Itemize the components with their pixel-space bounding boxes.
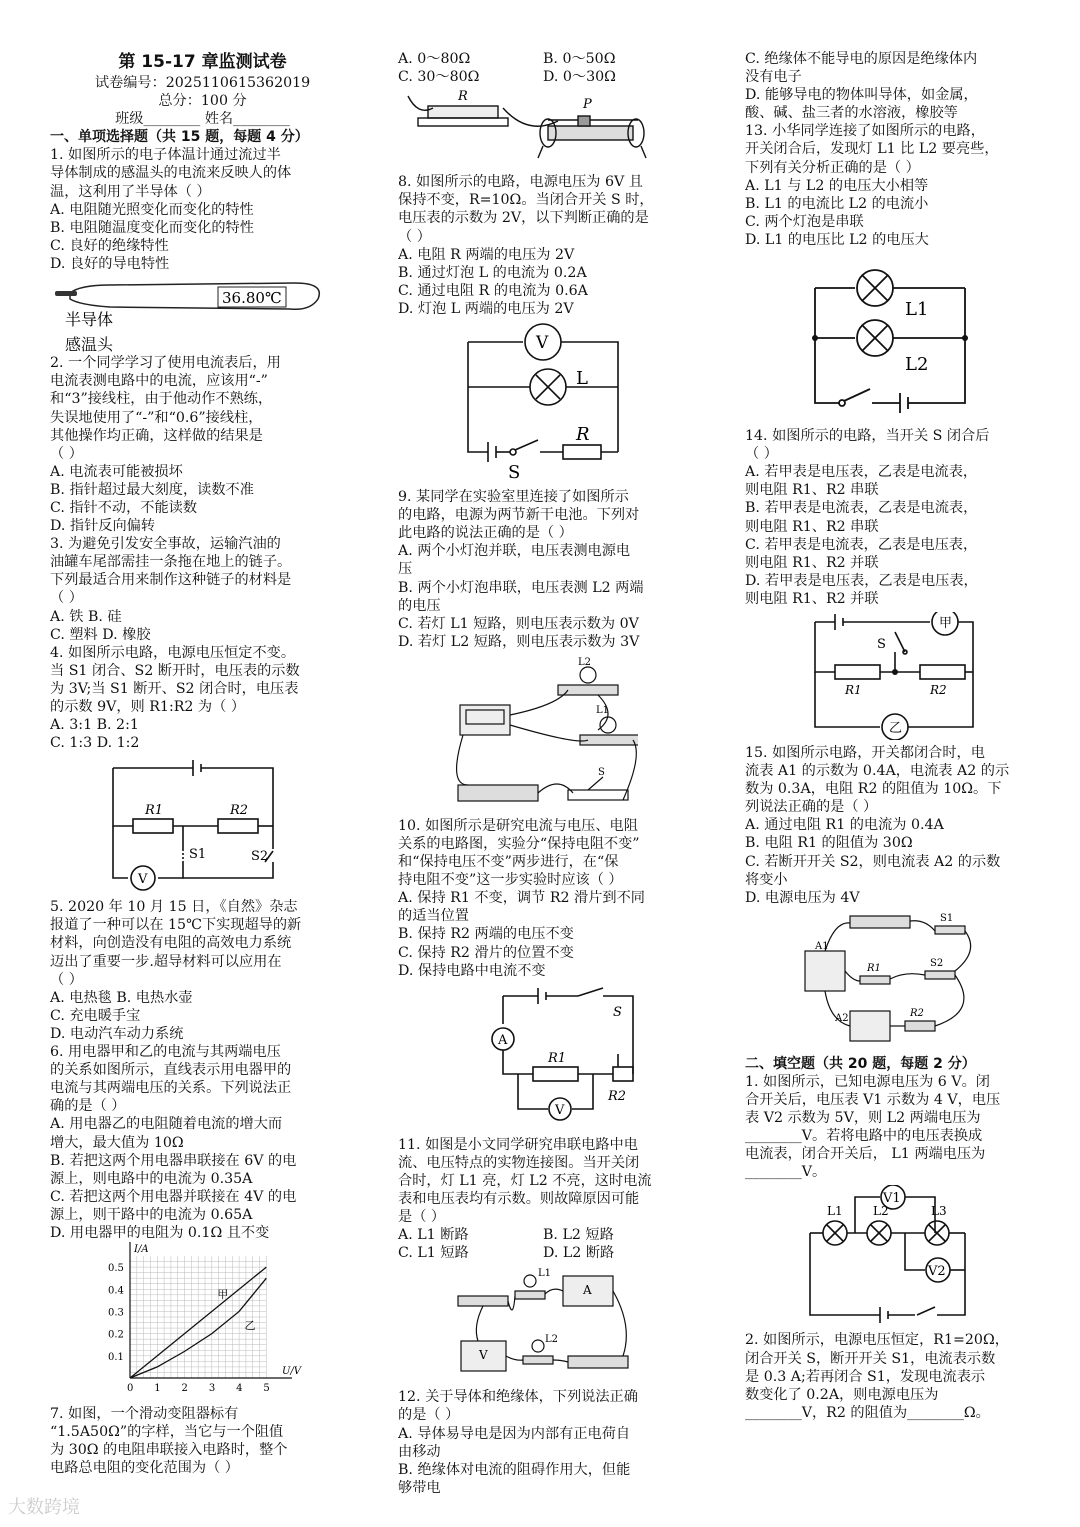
r1-label: R1 bbox=[144, 803, 163, 819]
questions-5-6 bbox=[50, 898, 355, 1242]
text-line: 则电阻 R1、R2 并联 bbox=[745, 590, 879, 607]
text-line: 12. 关于导体和绝缘体，下列说法正确 bbox=[398, 1389, 638, 1406]
voltmeter-label: V bbox=[137, 872, 147, 888]
text-line: ________V。若将电路中的电压表换成 bbox=[745, 1128, 983, 1145]
text-line: 确的是（ ） bbox=[50, 1098, 126, 1115]
option-a: A. 通过电阻 R1 的电流为 0.4A bbox=[745, 817, 944, 834]
q9-apparatus-figure bbox=[448, 655, 638, 813]
class-name-line: 班级________ 姓名________ bbox=[115, 111, 290, 128]
text-line: 将变小 bbox=[745, 871, 788, 888]
option-a: A. 0～80Ω bbox=[398, 51, 471, 67]
text-line: 表和电压表均有示数。则故障原因可能 bbox=[398, 1191, 640, 1207]
question-7 bbox=[50, 1405, 355, 1477]
text-line: 闭合开关 S，断开开关 S1，电流表示数 bbox=[745, 1350, 996, 1367]
text-line: 则电阻 R1、R2 并联 bbox=[745, 554, 879, 571]
text-line: 的电压 bbox=[398, 597, 441, 614]
option-b: B. L2 短路 bbox=[543, 1227, 614, 1244]
l1-label: L1 bbox=[905, 299, 929, 321]
s1-label: S1 bbox=[940, 912, 954, 924]
r2-label: R2 bbox=[608, 1088, 627, 1104]
text-line: 4. 如图所示电路，电源电压恒定不变。 bbox=[50, 644, 296, 661]
option-c: C. 充电暖手宝 bbox=[50, 1007, 141, 1024]
option-c: C. 两个灯泡是串联 bbox=[745, 213, 864, 230]
option-a: A. 电阻随光照变化而变化的特性 bbox=[50, 201, 254, 218]
l2-label: L2 bbox=[873, 1204, 889, 1219]
question-12-13 bbox=[745, 50, 1035, 249]
option-d: D. 良好的导电特性 bbox=[50, 255, 170, 272]
text-line: 13. 小华同学连接了如图所示的电路， bbox=[745, 123, 985, 140]
text-line: 合开关后，电压表 V1 示数为 4 V，电压 bbox=[745, 1092, 1001, 1108]
text-line: （ ） bbox=[50, 971, 83, 988]
q13-circuit-diagram bbox=[800, 253, 980, 423]
option-a: A. L1 与 L2 的电压大小相等 bbox=[745, 177, 929, 194]
question-8 bbox=[398, 173, 688, 318]
option-c: C. 通过电阻 R 的电流为 0.6A bbox=[398, 282, 588, 299]
option-c: C. 保持 R2 滑片的位置不变 bbox=[398, 944, 574, 961]
x-axis-label: U/V bbox=[282, 1366, 302, 1378]
text-line: 8. 如图所示的电路，电源电压为 6V 且 bbox=[398, 174, 643, 191]
series-label-1: 乙 bbox=[244, 1319, 256, 1333]
y-tick-label: 0.1 bbox=[108, 1351, 124, 1363]
paper-title: 第 15-17 章监测试卷 bbox=[118, 52, 287, 72]
switch-label: S bbox=[508, 462, 521, 484]
lamp-label: L bbox=[576, 368, 588, 390]
option-d: D. 0～30Ω bbox=[543, 69, 616, 86]
question-10 bbox=[398, 817, 688, 980]
option-a: A. L1 断路 bbox=[398, 1227, 469, 1244]
text-line: 7. 如图，一个滑动变阻器标有 bbox=[50, 1406, 239, 1423]
y-tick-label: 0.2 bbox=[108, 1329, 124, 1341]
q7-options-row-2 bbox=[398, 68, 688, 86]
column-1 bbox=[50, 50, 355, 1478]
text-line: 报道了一种可以在 15℃下实现超导的新 bbox=[50, 917, 302, 934]
option-c: C. L1 短路 bbox=[398, 1245, 469, 1262]
text-line: 够带电 bbox=[398, 1479, 441, 1496]
text-line: 电流表，闭合开关后， L1 两端电压为 bbox=[745, 1146, 986, 1163]
l2-label: L2 bbox=[905, 354, 929, 376]
text-line: 合时，灯 L1 亮，灯 L2 不亮，这时电流 bbox=[398, 1172, 652, 1189]
jia-meter-label: 甲 bbox=[939, 615, 953, 631]
text-line: 为 30Ω 的电阻串联接入电路时，整个 bbox=[50, 1442, 288, 1459]
option-b: B. L1 的电流比 L2 的电流小 bbox=[745, 195, 929, 212]
text-line: 则电阻 R1、R2 串联 bbox=[745, 482, 879, 499]
text-line: 为 3V;当 S1 断开、S2 闭合时，电压表 bbox=[50, 680, 299, 697]
text-line: 数为 0.3A，电阻 R2 的阻值为 10Ω。下 bbox=[745, 781, 1002, 798]
text-line: 流、电压特点的实物连接图。当开关闭 bbox=[398, 1154, 640, 1171]
l2-label: L2 bbox=[545, 1334, 559, 1346]
x-tick-label: 3 bbox=[208, 1383, 216, 1395]
r1-label: R1 bbox=[548, 1050, 567, 1066]
q11-options-row-1 bbox=[398, 1226, 688, 1244]
option-d: D. 指针反向偏转 bbox=[50, 518, 156, 535]
text-line: 油罐车尾部需挂一条拖在地上的链子。 bbox=[50, 554, 292, 571]
option-a: A. 若甲表是电压表，乙表是电流表， bbox=[745, 464, 978, 481]
option-a: A. 电阻 R 两端的电压为 2V bbox=[398, 246, 575, 263]
option-a: A. 保持 R1 不变，调节 R2 滑片到不同 bbox=[398, 890, 645, 907]
s-label: S bbox=[598, 766, 605, 778]
p-label: P bbox=[583, 97, 592, 113]
option-d: D. 若灯 L2 短路，则电压表示数为 3V bbox=[398, 633, 640, 650]
option-a: A. 两个小灯泡并联，电压表测电源电 bbox=[398, 543, 631, 560]
option-d: D. 电源电压为 4V bbox=[745, 889, 860, 906]
question-15 bbox=[745, 744, 1035, 907]
voltmeter-label: V bbox=[479, 1348, 488, 1363]
r2-label: R2 bbox=[229, 803, 248, 819]
text-line: 压 bbox=[398, 561, 413, 578]
option-c: C. 绝缘体不能导电的原因是绝缘体内 bbox=[745, 51, 978, 67]
option-cd: C. 塑料 D. 橡胶 bbox=[50, 626, 151, 643]
column-2 bbox=[398, 50, 688, 1497]
s-label: S bbox=[613, 1004, 622, 1020]
text-line: 的电路，电源为两节新干电池。下列对 bbox=[398, 507, 640, 524]
q14-circuit-diagram bbox=[795, 612, 985, 740]
l2-label: L2 bbox=[578, 656, 592, 668]
y-tick-label: 0.5 bbox=[108, 1263, 124, 1275]
fill-question-1 bbox=[745, 1073, 1035, 1182]
question-14 bbox=[745, 427, 1035, 608]
text-line: 的是（ ） bbox=[398, 1407, 460, 1424]
text-line: （ ） bbox=[398, 228, 431, 245]
option-ab: A. 电热毯 B. 电热水壶 bbox=[50, 989, 193, 1006]
l3-label: L3 bbox=[931, 1204, 947, 1219]
y-tick-label: 0.4 bbox=[108, 1285, 124, 1297]
text-line: 2. 如图所示，电源电压恒定，R1=20Ω， bbox=[745, 1332, 1009, 1349]
text-line: 电流表测电路中的电流，应该用“-” bbox=[50, 373, 268, 390]
text-line: 电流与其两端电压的关系。下列说法正 bbox=[50, 1080, 292, 1097]
option-c: C. 30～80Ω bbox=[398, 69, 480, 86]
option-d: D. L1 的电压比 L2 的电压大 bbox=[745, 231, 929, 248]
q8-circuit-diagram bbox=[448, 322, 638, 484]
text-line: ________V。 bbox=[745, 1164, 827, 1181]
option-d: D. 灯泡 L 两端的电压为 2V bbox=[398, 300, 574, 317]
r1-label: R1 bbox=[845, 682, 862, 697]
text-line: 2. 一个同学学习了使用电流表后，用 bbox=[50, 355, 281, 372]
text-line: 失误地使用了“-”和“0.6”接线柱， bbox=[50, 409, 263, 426]
option-c: C. 良好的绝缘特性 bbox=[50, 237, 169, 254]
text-line: 和“保持电压不变”两步进行，在“保 bbox=[398, 854, 619, 871]
option-cd: C. 1:3 D. 1:2 bbox=[50, 735, 140, 752]
option-d: D. 若甲表是电压表，乙表是电压表， bbox=[745, 572, 978, 589]
question-12 bbox=[398, 1388, 688, 1497]
s-label: S bbox=[877, 636, 886, 652]
text-line: 此电路的说法正确的是（ ） bbox=[398, 525, 573, 542]
text-line: 3. 为避免引发安全事故，运输汽油的 bbox=[50, 536, 281, 553]
text-line: 6. 用电器甲和乙的电流与其两端电压 bbox=[50, 1044, 281, 1061]
text-line: 没有电子 bbox=[745, 69, 802, 86]
text-line: 的适当位置 bbox=[398, 908, 469, 925]
v2-label: V2 bbox=[928, 1264, 946, 1280]
option-b: B. 绝缘体对电流的阻碍作用大，但能 bbox=[398, 1461, 631, 1478]
text-line: 关系的电路图，实验分“保持电阻不变” bbox=[398, 835, 640, 852]
paper-number: 试卷编号：2025110615362019 bbox=[94, 75, 311, 91]
text-line: 由移动 bbox=[398, 1443, 441, 1460]
x-tick-label: 5 bbox=[263, 1383, 270, 1395]
text-line: ________V，R2 的阻值为________Ω。 bbox=[745, 1404, 990, 1421]
text-line: 保持不变，R=10Ω。当闭合开关 S 时， bbox=[398, 192, 654, 209]
text-line: 增大，最大值为 10Ω bbox=[50, 1134, 184, 1151]
text-line: 11. 如图是小文同学研究串联电路中电 bbox=[398, 1136, 638, 1153]
s2-label: S2 bbox=[930, 957, 944, 969]
question-1 bbox=[50, 146, 355, 273]
question-9 bbox=[398, 488, 688, 651]
r2-label: R2 bbox=[910, 1007, 924, 1019]
text-line: 电压表的示数为 2V，以下判断正确的是 bbox=[398, 210, 649, 227]
r-label: R bbox=[458, 89, 468, 105]
option-d: D. 能够导电的物体叫导体，如金属， bbox=[745, 87, 978, 104]
text-line: 1. 如图所示，已知电源电压为 6 V。闭 bbox=[745, 1073, 990, 1090]
option-c: C. 若灯 L1 短路，则电压表示数为 0V bbox=[398, 615, 639, 632]
text-line: 列说法正确的是（ ） bbox=[745, 799, 878, 816]
a1-label: A1 bbox=[815, 940, 829, 952]
a2-label: A2 bbox=[835, 1012, 849, 1024]
q11-apparatus-figure bbox=[453, 1266, 633, 1384]
text-line: 1. 如图所示的电子体温计通过流过半 bbox=[50, 147, 281, 164]
text-line: 表 V2 示数为 5V，则 L2 两端电压为 bbox=[745, 1110, 981, 1127]
option-a: A. 用电器乙的电阻随着电流的增大而 bbox=[50, 1116, 283, 1133]
ammeter-label: A bbox=[498, 1032, 508, 1048]
fill-question-2 bbox=[745, 1331, 1035, 1421]
questions-2-4 bbox=[50, 354, 355, 752]
option-d: D. 电动汽车动力系统 bbox=[50, 1025, 184, 1042]
section-1-heading: 一、单项选择题（共 15 题，每题 4 分） bbox=[50, 129, 309, 146]
l1-label: L1 bbox=[596, 704, 610, 716]
text-line: 电路总电阻的变化范围为（ ） bbox=[50, 1460, 239, 1477]
option-b: B. 通过灯泡 L 的电流为 0.2A bbox=[398, 264, 587, 281]
text-line: 数变化了 0.2A，则电源电压为 bbox=[745, 1386, 939, 1403]
text-line: 迈出了重要一步.超导材料可以应用在 bbox=[50, 953, 282, 970]
text-line: 源上，则电路中的电流为 0.35A bbox=[50, 1170, 253, 1187]
x-tick-label: 1 bbox=[154, 1383, 161, 1395]
text-line: 是 0.3 A;若再闭合 S1，发现电流表示 bbox=[745, 1368, 986, 1385]
option-b: B. 两个小灯泡串联，电压表测 L2 两端 bbox=[398, 579, 644, 596]
text-line: 15. 如图所示电路，开关都闭合时，电 bbox=[745, 744, 985, 761]
thermometer-figure bbox=[50, 273, 350, 339]
yi-meter-label: 乙 bbox=[889, 720, 903, 736]
text-line: 下列最适合用来制作这种链子的材料是 bbox=[50, 572, 292, 589]
text-line: （ ） bbox=[50, 590, 83, 607]
option-b: B. 电阻随温度变化而变化的特性 bbox=[50, 219, 254, 236]
option-b: B. 0～50Ω bbox=[543, 51, 616, 67]
watermark: 大数跨境 bbox=[8, 1497, 80, 1518]
r1-label: R1 bbox=[867, 962, 881, 974]
rheostat-figure bbox=[398, 86, 668, 168]
q11-options-row-2 bbox=[398, 1244, 688, 1262]
y-axis-label: I/A bbox=[134, 1244, 149, 1256]
option-ab: A. 3:1 B. 2:1 bbox=[50, 717, 139, 734]
text-line: 材料，向创造没有电阻的高效电力系统 bbox=[50, 935, 292, 952]
voltmeter-label: V bbox=[536, 333, 549, 354]
option-c: C. 若把这两个用电器并联接在 4V 的电 bbox=[50, 1188, 297, 1205]
resistor-label: R bbox=[576, 424, 590, 446]
option-b: B. 保持 R2 两端的电压不变 bbox=[398, 926, 574, 943]
text-line: 当 S1 闭合、S2 断开时，电压表的示数 bbox=[50, 662, 300, 679]
q7-options-row-1 bbox=[398, 50, 688, 68]
text-line: 的示数 9V，则 R1:R2 为（ ） bbox=[50, 699, 246, 715]
text-line: 是（ ） bbox=[398, 1209, 446, 1226]
text-line: 酸、碱、盐三者的水溶液，橡胶等 bbox=[745, 105, 958, 122]
option-a: A. 电流表可能被损坏 bbox=[50, 463, 183, 480]
voltmeter-label: V bbox=[555, 1102, 565, 1118]
ammeter-label: A bbox=[583, 1283, 592, 1298]
text-line: 下列有关分析正确的是（ ） bbox=[745, 159, 920, 176]
x-tick-label: 0 bbox=[127, 1383, 134, 1395]
l1-label: L1 bbox=[538, 1268, 552, 1280]
text-line: 温，这利用了半导体（ ） bbox=[50, 183, 211, 200]
text-line: 导体制成的感温头的电流来反映人的体 bbox=[50, 165, 292, 182]
option-b: B. 电阻 R1 的阻值为 30Ω bbox=[745, 835, 913, 852]
q10-circuit-diagram bbox=[443, 984, 643, 1132]
question-11 bbox=[398, 1136, 688, 1263]
x-tick-label: 2 bbox=[181, 1383, 188, 1395]
text-line: “1.5A50Ω”的字样，当它与一个阻值 bbox=[50, 1424, 284, 1441]
text-line: （ ） bbox=[50, 445, 83, 462]
s2-label: S2 bbox=[250, 849, 268, 865]
semiconductor-label: 半导体 bbox=[65, 310, 114, 330]
l1-label: L1 bbox=[827, 1204, 843, 1219]
fill-q1-circuit-diagram bbox=[795, 1185, 985, 1327]
text-line: 则电阻 R1、R2 串联 bbox=[745, 518, 879, 535]
option-c: C. 若断开开关 S2，则电流表 A2 的示数 bbox=[745, 853, 1001, 870]
series-label-0: 甲 bbox=[217, 1288, 229, 1302]
text-line: 14. 如图所示的电路，当开关 S 闭合后 bbox=[745, 428, 990, 445]
option-d: D. 保持电路中电流不变 bbox=[398, 962, 546, 979]
text-line: 的关系如图所示，直线表示用电器甲的 bbox=[50, 1062, 292, 1079]
text-line: 和“3”接线柱，由于他动作不熟练， bbox=[50, 391, 273, 408]
thermometer-reading: 36.80℃ bbox=[222, 289, 282, 308]
option-d: D. 用电器甲的电阻为 0.1Ω 且不变 bbox=[50, 1224, 270, 1241]
y-tick-label: 0.3 bbox=[108, 1307, 124, 1319]
text-line: 开关闭合后，发现灯 L1 比 L2 要亮些， bbox=[745, 141, 999, 158]
option-b: B. 若把这两个用电器串联接在 6V 的电 bbox=[50, 1152, 297, 1169]
v1-label: V1 bbox=[883, 1191, 901, 1207]
q15-apparatus-figure bbox=[795, 911, 985, 1051]
option-c: C. 指针不动，不能读数 bbox=[50, 499, 198, 516]
option-d: D. L2 断路 bbox=[543, 1245, 615, 1262]
option-a: A. 导体易导电是因为内部有正电荷自 bbox=[398, 1425, 631, 1442]
text-line: 9. 某同学在实验室里连接了如图所示 bbox=[398, 489, 629, 506]
option-b: B. 若甲表是电流表，乙表是电流表， bbox=[745, 500, 978, 517]
text-line: 5. 2020 年 10 月 15 日，《自然》杂志 bbox=[50, 899, 298, 916]
sensor-label: 感温头 bbox=[65, 336, 114, 355]
option-c: C. 若甲表是电流表，乙表是电压表， bbox=[745, 536, 978, 553]
option-b: B. 指针超过最大刻度，读数不准 bbox=[50, 481, 254, 498]
text-line: （ ） bbox=[745, 446, 778, 463]
total-score: 总分：100 分 bbox=[158, 93, 247, 110]
text-line: 源上，则干路中的电流为 0.65A bbox=[50, 1206, 253, 1223]
section-2-heading: 二、填空题（共 20 题，每题 2 分） bbox=[745, 1055, 976, 1072]
q4-circuit-diagram bbox=[103, 756, 303, 894]
text-line: 10. 如图所示是研究电流与电压、电阻 bbox=[398, 817, 638, 834]
option-ab: A. 铁 B. 硅 bbox=[50, 608, 122, 625]
text-line: 其他操作均正确，这样做的结果是 bbox=[50, 427, 263, 444]
s1-label: S1 bbox=[188, 847, 206, 863]
text-line: 持电阻不变”这一步实验时应该（ ） bbox=[398, 872, 623, 889]
x-tick-label: 4 bbox=[236, 1383, 243, 1395]
column-3 bbox=[745, 50, 1035, 1422]
text-line: 流表 A1 的示数为 0.4A，电流表 A2 的示 bbox=[745, 763, 1010, 780]
q6-iu-chart bbox=[90, 1242, 320, 1400]
r2-label: R2 bbox=[930, 682, 947, 697]
